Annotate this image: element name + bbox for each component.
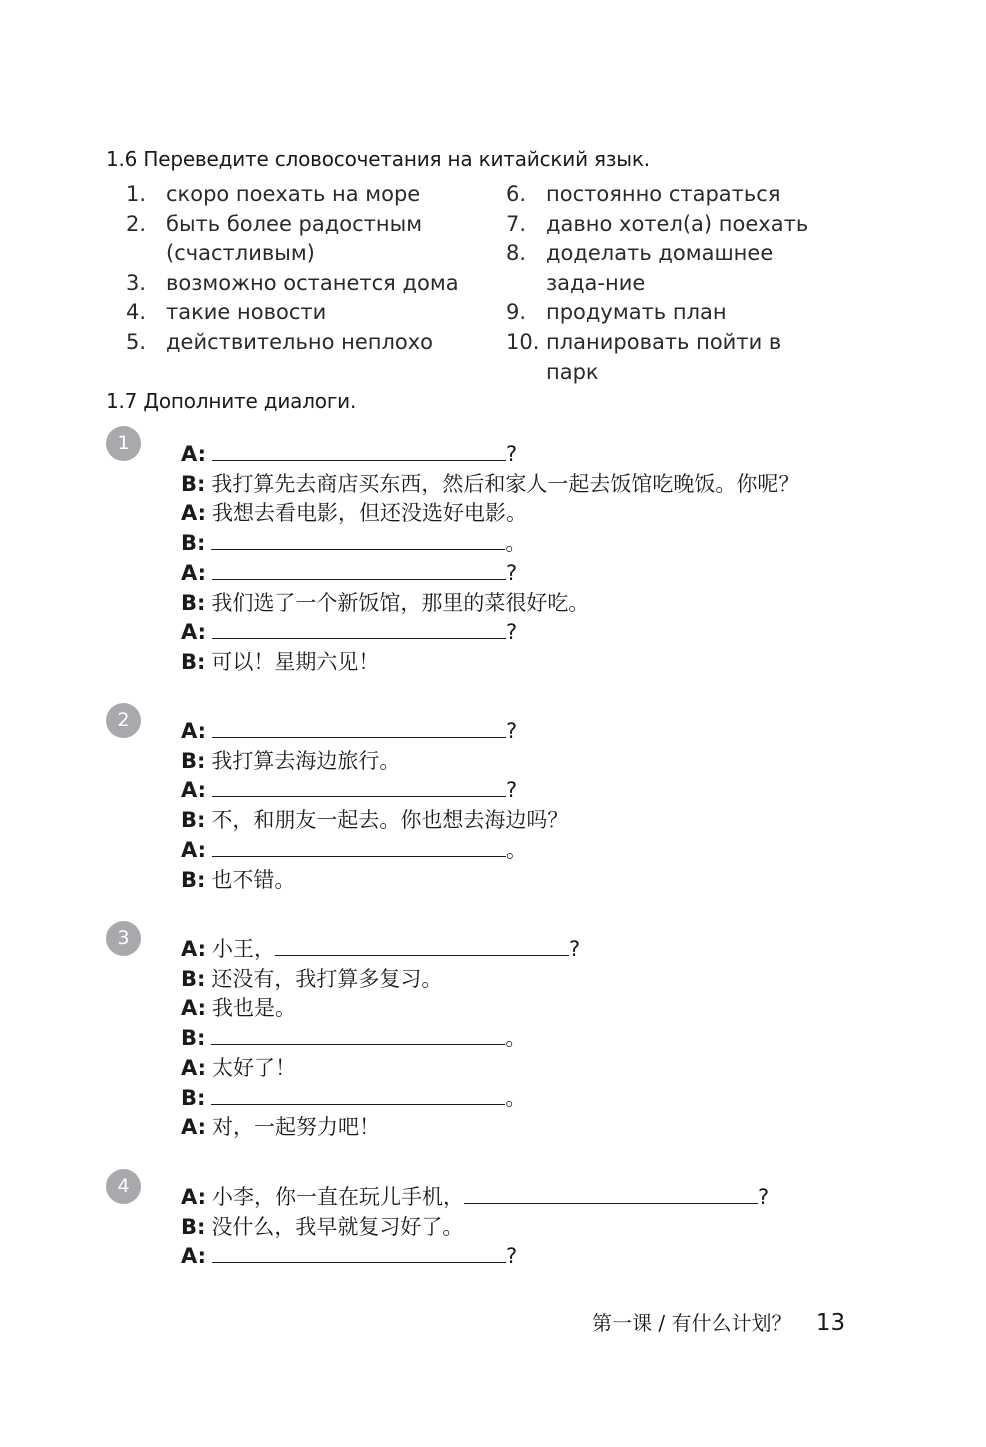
line-text: 可以！星期六见！ (211, 649, 380, 674)
dialog-line (181, 1213, 769, 1243)
answer-blank[interactable] (211, 1086, 505, 1105)
item-number: 1. (126, 182, 147, 206)
item-text: быть более радостным (счастливым) (166, 211, 423, 266)
line-text: 我们选了一个新饭馆，那里的菜很好吃。 (211, 590, 590, 615)
speaker-label: B: (181, 531, 206, 556)
line-punctuation: ? (506, 1244, 518, 1269)
dialog-line (181, 1084, 580, 1114)
answer-blank[interactable] (212, 719, 506, 738)
dialog-lines (181, 1183, 769, 1272)
dialog-line (181, 1242, 769, 1272)
item-text: такие новости (166, 300, 327, 325)
dialog-line (181, 499, 799, 529)
speaker-label: A: (181, 1115, 207, 1140)
answer-blank[interactable] (275, 937, 569, 956)
line-text: 也不错。 (211, 867, 296, 892)
dialog-line (181, 965, 580, 995)
answer-blank[interactable] (212, 620, 506, 639)
speaker-label: B: (181, 1026, 206, 1051)
dialog-lines (181, 935, 580, 1143)
item-number: 5. (126, 329, 147, 354)
line-text: 小李，你一直在玩儿手机， (212, 1185, 465, 1209)
dialog-line (181, 1183, 769, 1213)
answer-blank[interactable] (212, 442, 506, 461)
item-number: 10. (506, 329, 540, 354)
item-text: постоянно стараться (546, 182, 781, 206)
dialog-line (181, 648, 799, 678)
dialog-line (181, 836, 568, 866)
item-text: скоро поехать на море (166, 182, 421, 206)
dialog-line (181, 1054, 580, 1084)
dialog-line (181, 747, 568, 777)
line-text: 不，和朋友一起去。你也想去海边吗？ (211, 808, 569, 833)
dialog-line (181, 470, 799, 500)
speaker-label: B: (181, 1085, 206, 1110)
line-text: 我打算去海边旅行。 (211, 748, 401, 773)
speaker-label: B: (181, 966, 206, 991)
speaker-label: B: (181, 1214, 206, 1239)
answer-blank[interactable] (212, 838, 506, 857)
speaker-label: A: (181, 1055, 207, 1080)
dialog-line (181, 806, 568, 836)
translation-list-right (506, 180, 836, 387)
list-item (506, 239, 836, 298)
dialog-line (181, 1113, 580, 1143)
dialog-number-badge: 3 (106, 921, 141, 956)
item-text: продумать план (546, 300, 727, 325)
list-item (126, 180, 486, 210)
line-punctuation: ? (506, 719, 518, 743)
item-number: 6. (506, 182, 527, 206)
list-item (126, 328, 486, 358)
speaker-label: A: (181, 837, 207, 862)
line-punctuation: 。 (506, 837, 528, 862)
line-text: 我打算先去商店买东西，然后和家人一起去饭馆吃晚饭。你呢？ (211, 471, 800, 496)
list-item (506, 180, 836, 210)
speaker-label: A: (181, 442, 207, 466)
answer-blank[interactable] (464, 1185, 758, 1204)
line-punctuation: ? (569, 937, 581, 961)
line-punctuation: ? (506, 442, 518, 466)
line-punctuation: 。 (505, 1085, 527, 1110)
item-text: возможно останется дома (166, 270, 459, 295)
line-text: 对，一起努力吧！ (212, 1115, 381, 1140)
line-text: 太好了！ (212, 1055, 297, 1080)
dialog-line (181, 935, 580, 965)
dialog-line (181, 618, 799, 648)
speaker-label: A: (181, 719, 207, 743)
item-number: 4. (126, 300, 147, 325)
line-text: 还没有，我打算多复习。 (211, 966, 443, 991)
speaker-label: A: (181, 996, 207, 1021)
exercise-number: 1.6 (106, 147, 138, 171)
exercise-title: Дополните диалоги. (143, 389, 357, 413)
speaker-label: B: (181, 471, 206, 496)
list-item (506, 210, 836, 240)
item-number: 7. (506, 211, 527, 236)
answer-blank[interactable] (212, 1244, 506, 1263)
line-text: 小王， (212, 937, 276, 961)
speaker-label: B: (181, 590, 206, 615)
dialog-number-badge: 2 (106, 703, 141, 738)
dialog-number-badge: 1 (106, 426, 141, 461)
dialog-line (181, 866, 568, 896)
list-item (126, 269, 486, 299)
answer-blank[interactable] (212, 561, 506, 580)
dialog-lines (181, 440, 799, 678)
dialog-line (181, 1024, 580, 1054)
speaker-label: A: (181, 937, 207, 961)
speaker-label: A: (181, 501, 207, 526)
line-punctuation: 。 (505, 531, 527, 556)
line-text: 没什么，我早就复习好了。 (211, 1214, 464, 1239)
speaker-label: A: (181, 560, 207, 585)
item-text: действительно неплохо (166, 329, 434, 354)
answer-blank[interactable] (212, 778, 506, 797)
answer-blank[interactable] (211, 531, 505, 550)
dialog-line (181, 994, 580, 1024)
speaker-label: B: (181, 748, 206, 773)
list-item (126, 298, 486, 328)
item-number: 8. (506, 241, 527, 266)
line-punctuation: ? (506, 778, 518, 803)
item-text: давно хотел(а) поехать (546, 211, 809, 236)
dialog-line (181, 529, 799, 559)
line-punctuation: ? (506, 620, 518, 645)
dialog-line (181, 717, 568, 747)
exercise-title: Переведите словосочетания на китайский язык. (143, 147, 650, 171)
dialog-line (181, 559, 799, 589)
dialog-line (181, 440, 799, 470)
list-item (506, 328, 836, 387)
list-item (126, 210, 486, 269)
item-number: 9. (506, 300, 527, 325)
speaker-label: B: (181, 808, 206, 833)
page-number: 13 (815, 1310, 846, 1336)
item-number: 3. (126, 270, 147, 295)
exercise-number: 1.7 (106, 389, 138, 413)
exercise-1-6-heading (106, 147, 650, 171)
page-footer (592, 1307, 845, 1336)
line-punctuation: ? (506, 560, 518, 585)
speaker-label: A: (181, 1185, 207, 1209)
dialog-lines (181, 717, 568, 895)
speaker-label: B: (181, 867, 206, 892)
lesson-title: 第一课 / 有什么计划？ (592, 1311, 792, 1335)
dialog-line (181, 776, 568, 806)
exercise-1-7-heading (106, 389, 356, 413)
speaker-label: A: (181, 1244, 207, 1269)
line-punctuation: 。 (505, 1026, 527, 1051)
translation-list-left (126, 180, 486, 358)
speaker-label: A: (181, 778, 207, 803)
line-punctuation: ? (758, 1185, 770, 1209)
speaker-label: A: (181, 620, 207, 645)
item-text: доделать домашнее зада-ние (546, 241, 774, 295)
item-text: планировать пойти в парк (546, 329, 782, 384)
dialog-number-badge: 4 (106, 1169, 141, 1204)
list-item (506, 298, 836, 328)
answer-blank[interactable] (211, 1026, 505, 1045)
dialog-line (181, 589, 799, 619)
speaker-label: B: (181, 649, 206, 674)
line-text: 我想去看电影，但还没选好电影。 (212, 501, 528, 526)
item-number: 2. (126, 211, 147, 236)
line-text: 我也是。 (212, 996, 297, 1021)
